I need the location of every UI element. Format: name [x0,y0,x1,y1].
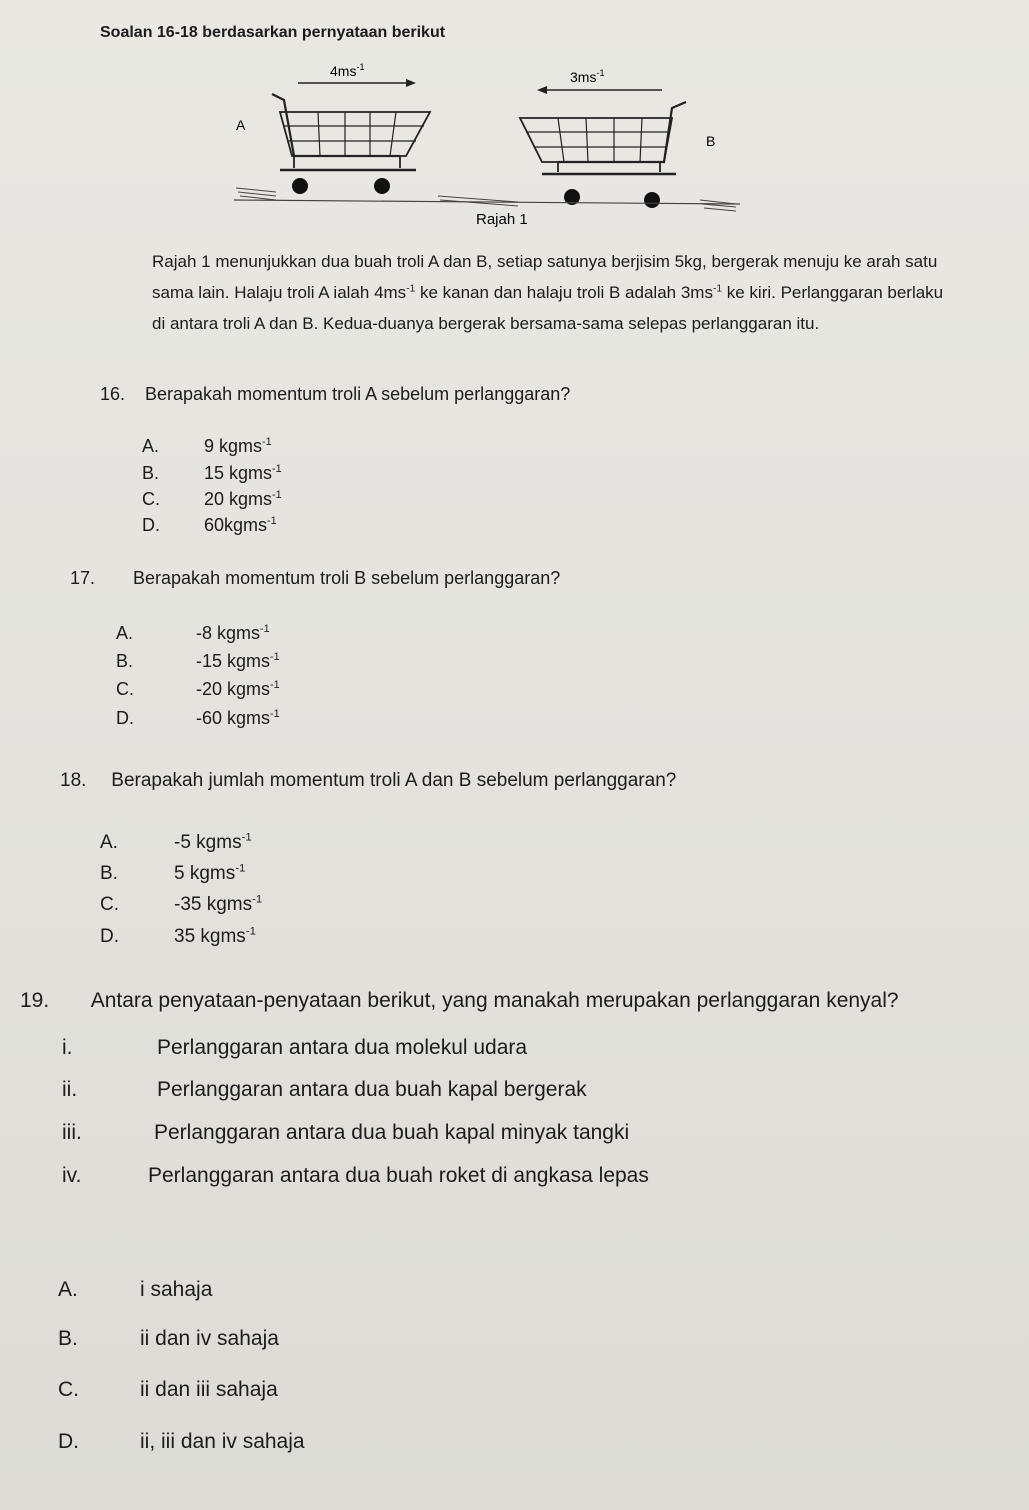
intro-paragraph: Rajah 1 menunjukkan dua buah troli A dan B, setiap satunya berjisim 5kg, bergerak menuju ke arah satu sama lain. Halaju troli A ialah $4ms^{-1}$ ke kanan dan halaju troli B adalah $3ms^{-1}$ ke kiri. Perlanggaran berlaku di antara troli A dan B. Kedua-duanya bergerak bersama-sama selepas perlanggaran itu. [152,252,944,333]
trolley-b-icon [520,102,686,174]
q17-option-b[interactable]: B. -15 kgms$^{-1}$ [116,651,280,671]
ground-line [234,188,740,211]
q18-option-a[interactable]: A. -5 kgms$^{-1}$ [100,831,252,853]
velocity-arrow-a [298,79,416,87]
q18-option-c[interactable]: C. -35 kgms$^{-1}$ [100,893,263,915]
trolley-a-wheel [374,178,390,194]
trolley-label-a: A [236,117,246,133]
q19-option-d[interactable]: D. ii, iii dan iv sahaja [58,1430,305,1453]
q16-option-d[interactable]: D. 60kgms$^{-1}$ [142,515,277,535]
q19-statement-iii: iii. Perlanggaran antara dua buah kapal minyak tangki [62,1121,630,1144]
q19-statement-i: i. Perlanggaran antara dua molekul udara [62,1036,528,1059]
trolley-label-b: B [706,133,716,149]
q18-option-d[interactable]: D. 35 kgms$^{-1}$ [100,925,256,947]
velocity-arrow-b [537,86,662,94]
q17-option-d[interactable]: D. -60 kgms$^{-1}$ [116,708,280,728]
q19-option-a[interactable]: A. i sahaja [58,1278,213,1301]
diagram-caption: Rajah 1 [476,211,528,228]
trolley-a-wheel [292,178,308,194]
q19-option-c[interactable]: C. ii dan iii sahaja [58,1378,278,1401]
q19-statement-ii: ii. Perlanggaran antara dua buah kapal bergerak [62,1078,587,1101]
trolley-a-icon [272,94,430,170]
q19-statement-iv: iv. Perlanggaran antara dua buah roket di angkasa lepas [62,1164,649,1187]
velocity-label-a: $4ms^{-1}$ [330,62,365,79]
question-16: 16. Berapakah momentum troli A sebelum perlanggaran? [100,384,571,404]
question-19: 19. Antara penyataan-penyataan berikut, yang manakah merupakan perlanggaran kenyal? [20,989,899,1012]
question-text: Berapakah jumlah momentum troli A dan B sebelum perlanggaran? [111,770,677,791]
q17-option-c[interactable]: C. -20 kgms$^{-1}$ [116,679,280,699]
question-text: Berapakah momentum troli B sebelum perlanggaran? [133,568,561,588]
q16-option-a[interactable]: A. 9 kgms$^{-1}$ [142,436,272,456]
question-text: Antara penyataan-penyataan berikut, yang manakah merupakan perlanggaran kenyal? [90,989,899,1012]
question-18: 18. Berapakah jumlah momentum troli A dan B sebelum perlanggaran? [60,770,677,791]
q16-option-b[interactable]: B. 15 kgms$^{-1}$ [142,463,282,483]
q16-option-c[interactable]: C. 20 kgms$^{-1}$ [142,489,282,509]
section-header: Soalan 16-18 berdasarkan pernyataan berikut [100,24,446,41]
trolley-diagram [220,52,750,232]
q17-option-a[interactable]: A. -8 kgms$^{-1}$ [116,623,270,643]
question-text: Berapakah momentum troli A sebelum perlanggaran? [145,384,571,404]
q18-option-b[interactable]: B. 5 kgms$^{-1}$ [100,862,246,884]
trolley-b-wheel [644,192,660,208]
q19-option-b[interactable]: B. ii dan iv sahaja [58,1327,279,1350]
velocity-label-b: $3ms^{-1}$ [570,68,605,85]
question-17: 17. Berapakah momentum troli B sebelum perlanggaran? [70,568,561,588]
